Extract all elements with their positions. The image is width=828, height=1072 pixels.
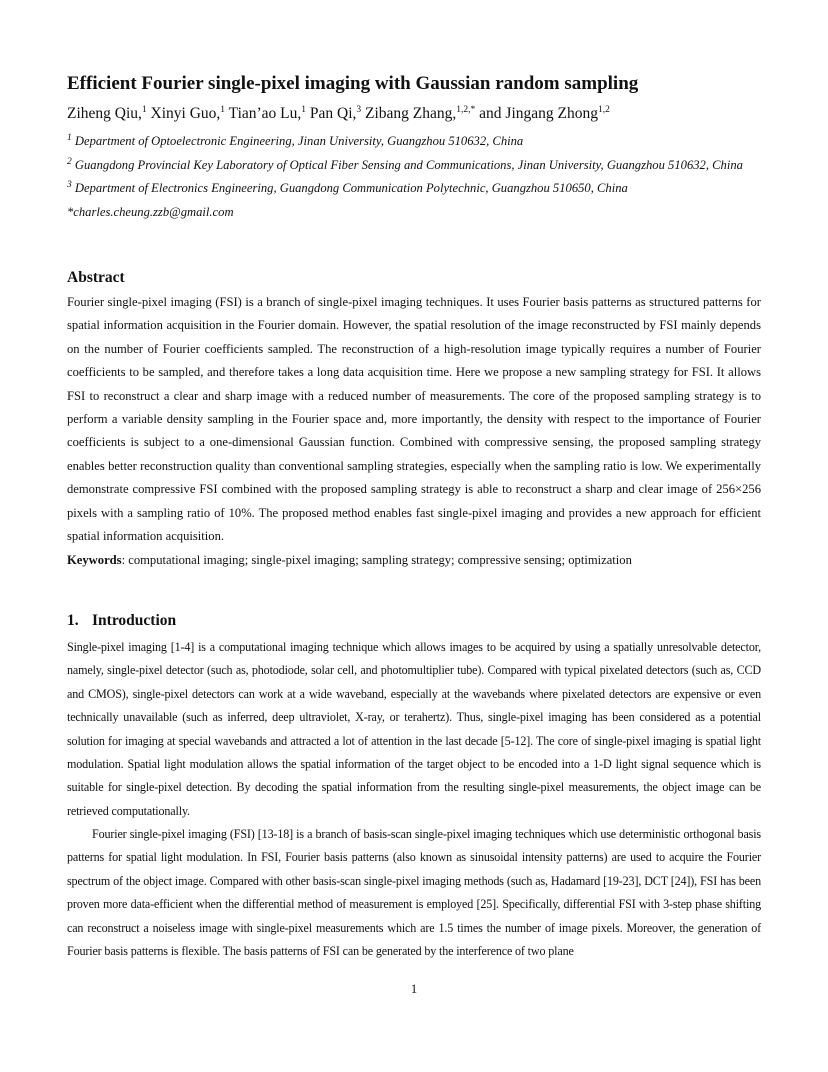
introduction-heading [67, 611, 176, 631]
author [229, 105, 306, 122]
affiliation-list [67, 130, 767, 224]
keywords-label: Keywords [67, 553, 122, 567]
abstract-heading: Abstract [67, 269, 125, 286]
affiliation [67, 154, 767, 178]
affiliation [67, 177, 767, 201]
paper-title: Efficient Fourier single-pixel imaging with Gaussian random sampling [67, 73, 639, 94]
author-name: Xinyi Guo, [150, 105, 221, 122]
author [479, 105, 610, 122]
page-number: 1 [410, 982, 418, 996]
section-title: Introduction [92, 612, 177, 629]
section-number: 1. [67, 612, 79, 629]
author-affiliation-mark: 1,2,* [456, 104, 476, 115]
affiliation [67, 130, 767, 154]
author-affiliation-mark: 1 [141, 104, 147, 115]
body-paragraph: Fourier single-pixel imaging (FSI) [13-18] is a branch of basis-scan single-pixel imaging techniques which use deterministic orthogonal basis patterns for spatial light modulation. In FSI, Fourier basis patterns (also known as sinusoidal intensity patterns) are used to acquire the Fourier spectrum of the object image. Compared with other basis-scan single-pixel imaging methods (such as, Hadamard [19-23], DCT [24]), FSI has been proven more data-efficient when the differential method of measurement is employed [25]. Specifically, differential FSI with 3-step phase shifting can reconstruct a noiseless image with single-pixel measurements which are 1.5 times the number of image pixels. Moreover, the generation of Fourier basis patterns is flexible. The basis patterns of FSI can be generated by the interference of two plane [67, 827, 761, 959]
abstract-body: Fourier single-pixel imaging (FSI) is a branch of single-pixel imaging techniques. It uses Fourier basis patterns as structured patterns for spatial information acquisition in the Fourier domain. However, the spatial resolution of the image reconstructed by FSI mainly depends on the number of Fourier coefficients sampled. The reconstruction of a high-resolution image typically requires a number of Fourier coefficients to be sampled, and therefore takes a long data acquisition time. Here we propose a new sampling strategy for FSI. It allows FSI to reconstruct a clear and sharp image with a reduced number of measurements. The core of the proposed sampling strategy is to perform a variable density sampling in the Fourier space and, more importantly, the density with respect to the importance of Fourier coefficients is subject to a one-dimensional Gaussian function. Combined with compressive sensing, the proposed sampling strategy enables better reconstruction quality than conventional sampling strategies, especially when the sampling ratio is low. We experimentally demonstrate compressive FSI combined with the proposed sampling strategy is able to reconstruct a sharp and clear image of 256×256 pixels with a sampling ratio of 10%. The proposed method enables fast single-pixel imaging and provides a new approach for efficient spatial information acquisition. [67, 295, 761, 544]
author-list [67, 103, 787, 125]
affiliation-text: Department of Electronics Engineering, Guangdong Communication Polytechnic, Guangzhou 510650, China [74, 181, 628, 195]
body-paragraph: Single-pixel imaging [1-4] is a computational imaging technique which allows images to be acquired by using a spatially unresolvable detector, namely, single-pixel detector (such as, photodiode, solar cell, and photomultiplier tube). Compared with typical pixelated detectors (such as, CCD and CMOS), single-pixel detectors can work at a wide waveband, especially at the wavebands where pixelated detectors are expensive or even technically unavailable (such as inferred, deep ultraviolet, X-ray, or terahertz). Thus, single-pixel imaging has been considered as a potential solution for imaging at special wavebands and attracted a lot of attention in the last decade [5-12]. The core of single-pixel imaging is spatial light modulation. Spatial light modulation allows the spatial information of the target object to be encoded into a 1-D light signal sequence which is suitable for single-pixel detection. By decoding the spatial information from the resulting single-pixel measurements, the object image can be retrieved computationally. [67, 640, 761, 818]
author [310, 105, 361, 122]
affiliation-mark: 3 [67, 179, 72, 190]
author-name: Zibang Zhang, [365, 105, 457, 122]
author [365, 105, 475, 122]
author-name: Ziheng Qiu, [67, 105, 142, 122]
author [67, 105, 147, 122]
keywords-text: : computational imaging; single-pixel imaging; sampling strategy; compressive sensing; optimization [121, 553, 632, 567]
author-name: Tian’ao Lu, [228, 105, 302, 122]
affiliation-text: Guangdong Provincial Key Laboratory of Optical Fiber Sensing and Communications, Jinan University, Guangzhou 510632, China [74, 157, 743, 172]
author-affiliation-mark: 1 [301, 104, 307, 115]
keywords-line [67, 549, 761, 572]
author-name: and Jingang Zhong [479, 105, 598, 122]
affiliation-mark: 2 [67, 156, 72, 167]
affiliation-text: Department of Optoelectronic Engineering, Jinan University, Guangzhou 510632, China [74, 134, 524, 148]
affiliation-mark: 1 [67, 132, 72, 143]
author-affiliation-mark: 1 [220, 104, 226, 115]
corresponding-email[interactable]: *charles.cheung.zzb@gmail.com [67, 204, 234, 219]
author-affiliation-mark: 3 [356, 104, 362, 115]
author-name: Pan Qi, [309, 105, 357, 122]
author-affiliation-mark: 1,2 [597, 104, 610, 115]
author [151, 105, 226, 122]
